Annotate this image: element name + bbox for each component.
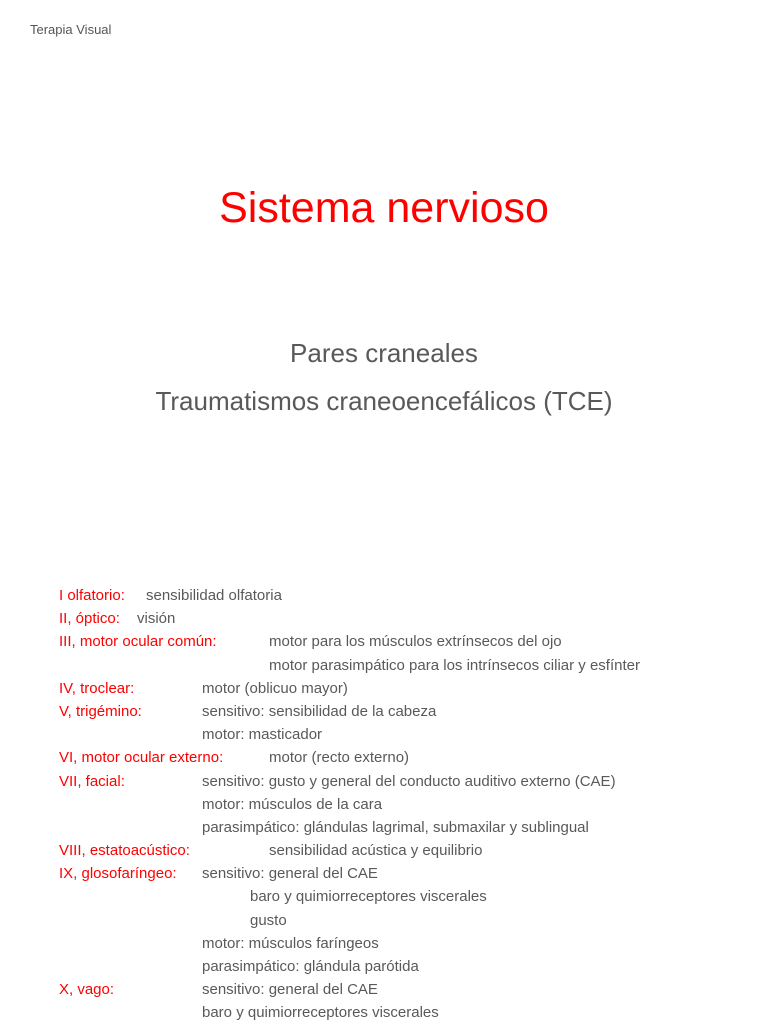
list-item <box>0 746 768 769</box>
nerve-description: sensibilidad acústica y equilibrio <box>269 842 483 860</box>
nerve-label: III, motor ocular común: <box>59 633 217 651</box>
nerve-description: sensitivo: gusto y general del conducto auditivo externo (CAE) <box>202 772 616 790</box>
subtitle-tce: Traumatismos craneoencefálicos (TCE) <box>155 386 613 416</box>
nerve-description: motor parasimpático para los intrínsecos ciliar y esfínter <box>269 656 640 674</box>
list-item <box>0 932 768 955</box>
nerve-description: sensitivo: general del CAE <box>202 865 378 883</box>
list-item <box>0 909 768 932</box>
list-item <box>0 793 768 816</box>
nerve-label: V, trigémino: <box>59 702 142 720</box>
nerve-description: motor: masticador <box>202 726 323 744</box>
nerve-label: X, vago: <box>59 981 115 999</box>
list-item <box>0 654 768 677</box>
page-header: Terapia Visual <box>30 22 112 37</box>
nerve-label: II, óptico: <box>59 610 120 628</box>
page-title: Sistema nervioso <box>219 184 549 232</box>
nerve-description: parasimpático: glándulas lagrimal, submaxilar y sublingual <box>202 818 589 836</box>
nerve-description: gusto <box>250 911 287 929</box>
list-item <box>0 978 768 1001</box>
nerve-description: sensibilidad olfatoria <box>146 587 282 604</box>
list-item <box>0 955 768 978</box>
nerve-description: sensitivo: sensibilidad de la cabeza <box>202 702 437 720</box>
nerve-label: IV, troclear: <box>59 679 135 697</box>
nerve-description: visión <box>137 610 176 628</box>
nerve-label: IX, glosofaríngeo: <box>59 865 177 883</box>
nerve-description: motor: músculos de la cara <box>202 795 383 813</box>
list-item <box>0 770 768 793</box>
list-item <box>0 1001 768 1024</box>
list-item <box>0 700 768 723</box>
nerve-description: sensitivo: general del CAE <box>202 981 378 999</box>
nerve-description: baro y quimiorreceptores viscerales <box>250 888 487 906</box>
list-item <box>0 607 768 630</box>
nerve-description: parasimpático: glándula parótida <box>202 958 419 975</box>
list-item <box>0 862 768 885</box>
list-item <box>0 839 768 862</box>
subtitle-pares-craneales: Pares craneales <box>290 338 478 368</box>
list-item <box>0 723 768 746</box>
nerve-label: VI, motor ocular externo: <box>59 749 224 767</box>
nerve-label: VII, facial: <box>59 772 125 790</box>
cranial-nerves-list <box>0 584 768 1025</box>
nerve-description: motor: músculos faríngeos <box>202 934 379 952</box>
nerve-description: motor (recto externo) <box>269 749 410 767</box>
list-item <box>0 885 768 908</box>
nerve-description: motor para los músculos extrínsecos del ojo <box>269 633 562 651</box>
nerve-description: baro y quimiorreceptores viscerales <box>202 1004 439 1022</box>
list-item <box>0 584 768 607</box>
nerve-label: I olfatorio: <box>59 587 125 604</box>
nerve-description: motor (oblicuo mayor) <box>202 679 348 697</box>
list-item <box>0 677 768 700</box>
list-item <box>0 630 768 653</box>
nerve-label: VIII, estatoacústico: <box>59 842 190 860</box>
list-item <box>0 816 768 839</box>
